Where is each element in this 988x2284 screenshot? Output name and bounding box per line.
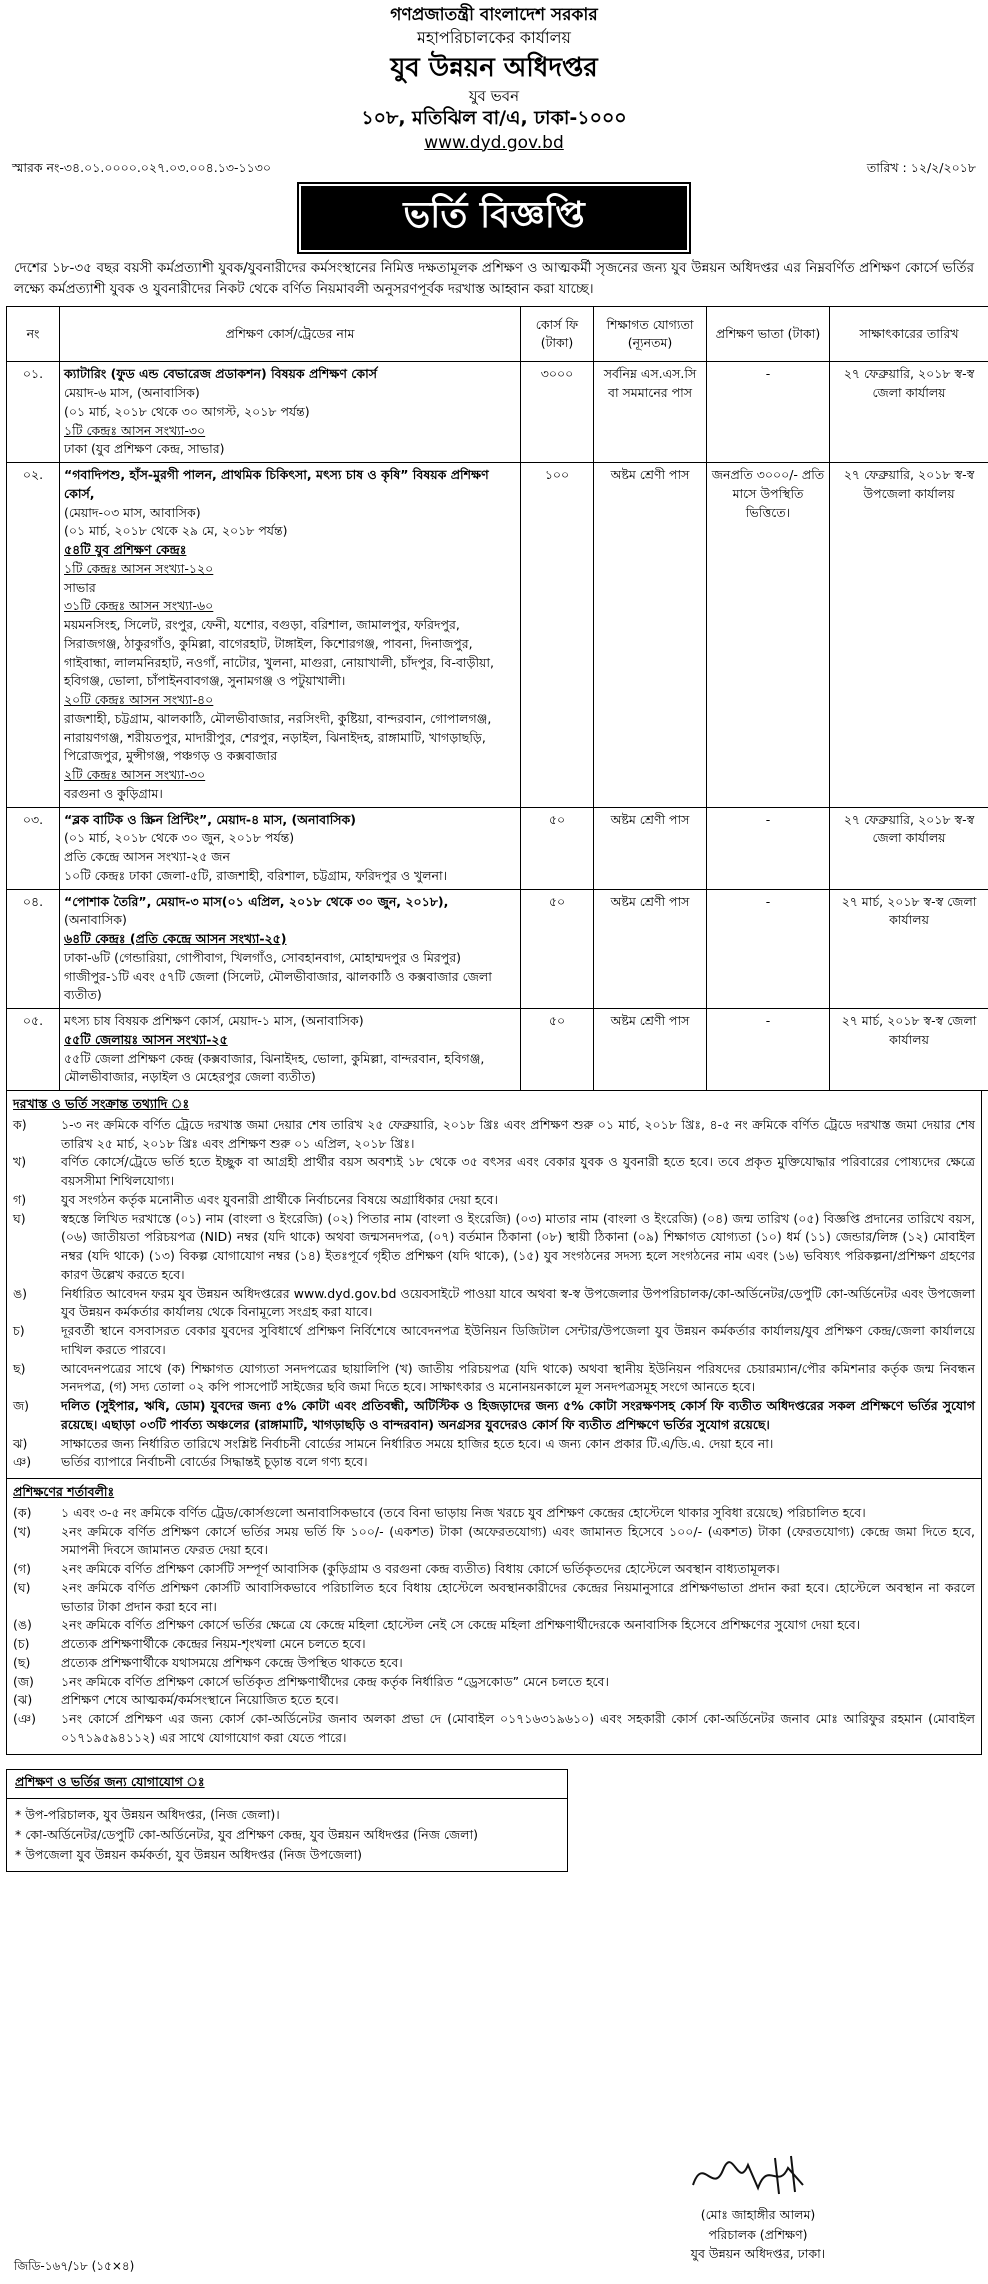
group-text: রাজশাহী, চট্টগ্রাম, ঝালকাঠি, মৌলভীবাজার, নরসিংদী, কুষ্টিয়া, বান্দরবান, গোপালগঞ্জ, নারায়ণগঞ্জ, শরীয়তপুর, মাদারীপুর, শেরপুর, নড়াইল, ঝিনাইদহ, রাঙ্গামাটি, খাগড়াছড়ি, পিরোজপুর, মুন্সীগঞ্জ, পঞ্চগড় ও কক্সবাজার [64, 710, 492, 764]
memo-line [12, 160, 976, 180]
item-key: গ) [13, 1191, 27, 1207]
memo-number: স্মারক নং-৩৪.০১.০০০০.০২৭.০৩.০০৪.১৩-১১৩০ [12, 160, 271, 176]
course-title: ক্যাটারিং (ফুড এন্ড বেভারেজ প্রডাকশন) বিষয়ক প্রশিক্ষণ কোর্স [64, 366, 378, 382]
row-edu: অষ্টম শ্রেণী পাস [594, 463, 707, 808]
list-item [13, 1616, 975, 1635]
item-key: (গ) [13, 1561, 31, 1577]
row-interview: ২৭ মার্চ, ২০১৮ স্ব-স্ব জেলা কার্যালয় [830, 1009, 988, 1091]
contact-title: প্রশিক্ষণ ও ভর্তির জন্য যোগাযোগ ঃ [7, 1770, 567, 1799]
group-text: বরগুনা ও কুড়িগ্রাম। [64, 785, 163, 801]
group-head: ২০টি কেন্দ্রঃ আসন সংখ্যা-৪০ [64, 692, 214, 708]
row-course [60, 807, 521, 889]
course-title: “গবাদিপশু, হাঁস-মুরগী পালন, প্রাথমিক চিকিৎসা, মৎস্য চাষ ও কৃষি” বিষয়ক প্রশিক্ষণ কোর্স, [64, 467, 489, 501]
department-name: যুব উন্নয়ন অধিদপ্তর [390, 52, 598, 83]
row-no: ০৫. [7, 1009, 60, 1091]
list-item [13, 1435, 975, 1454]
row-interview: ২৭ মার্চ, ২০১৮ স্ব-স্ব জেলা কার্যালয় [830, 889, 988, 1009]
course-line: ৫৫টি জেলা প্রশিক্ষণ কেন্দ্র (কক্সবাজার, ঝিনাইদহ, ভোলা, কুমিল্লা, বান্দরবান, হবিগঞ্জ, মৌলভীবাজার, নড়াইল ও মেহেরপুর জেলা ব্যতীত) [64, 1050, 485, 1085]
signer-office: যুব উন্নয়ন অধিদপ্তর, ঢাকা। [690, 2246, 826, 2262]
col-header-allowance: প্রশিক্ষণ ভাতা (টাকা) [707, 307, 830, 362]
row-interview: ২৭ ফেব্রুয়ারি, ২০১৮ স্ব-স্ব জেলা কার্যালয় [830, 362, 988, 463]
group-head: ১টি কেন্দ্রঃ আসন সংখ্যা-১২০ [64, 560, 214, 576]
item-text: ১নং ক্রমিকে বর্ণিত প্রশিক্ষণ কোর্সে ভর্তিকৃত প্রশিক্ষণার্থীদের কেন্দ্র কর্তৃক নির্ধারিত “ড্রেসকোড” মেনে চলতে হবে। [61, 1673, 609, 1689]
row-allowance: - [707, 1009, 830, 1091]
list-item [13, 1453, 975, 1472]
list-item [13, 1635, 975, 1654]
course-line: মেয়াদ-৬ মাস, (অনাবাসিক) [64, 385, 200, 401]
item-text: দূরবর্তী স্থানে বসবাসরত বেকার যুবদের সুবিধার্থে প্রশিক্ষণ নির্বিশেষে আবেদনপত্র ইউনিয়ন ডিজিটাল সেন্টার/উপজেলা যুব উন্নয়ন কর্মকর্তার কার্যালয়/যুব প্রশিক্ষণ কেন্দ্র/জেলা কার্যালয়ে দাখিল করতে পারবে। [61, 1323, 975, 1357]
course-line: (০১ মার্চ, ২০১৮ থেকে ২৯ মে, ২০১৮ পর্যন্ত) [64, 523, 288, 539]
row-course [60, 889, 521, 1009]
item-text: প্রত্যেক প্রশিক্ষণার্থীকে কেন্দ্রের নিয়ম-শৃংখলা মেনে চলতে হবে। [61, 1636, 366, 1652]
course-line: (০১ মার্চ, ২০১৮ থেকে ৩০ জুন, ২০১৮ পর্যন্ত) [64, 830, 295, 846]
row-edu: সর্বনিম্ন এস.এস.সি বা সমমানের পাস [594, 362, 707, 463]
course-subtitle: ৫৪টি যুব প্রশিক্ষণ কেন্দ্রঃ [64, 542, 187, 558]
list-item [13, 1691, 975, 1710]
course-line: (০১ মার্চ, ২০১৮ থেকে ৩০ আগস্ট, ২০১৮ পর্যন্ত) [64, 403, 310, 419]
row-allowance: - [707, 889, 830, 1009]
application-title: দরখাস্ত ও ভর্তি সংক্রান্ত তথ্যাদি ঃ [13, 1096, 190, 1112]
course-line: ঢাকা-৬টি (গেন্ডারিয়া, গোপীবাগ, খিলগাঁও, সোবহানবাগ, মোহাম্মদপুর ও মিরপুর) গাজীপুর-১টি এবং ৫৭টি জেলা (সিলেট, মৌলভীবাজার, ঝালকাঠি ও কক্সবাজার জেলা ব্যতীত) [64, 949, 492, 1003]
item-key: ঝ) [13, 1435, 28, 1451]
govt-name: গণপ্রজাতন্ত্রী বাংলাদেশ সরকার [390, 5, 598, 25]
notice-title: ভর্তি বিজ্ঞপ্তি [301, 186, 687, 250]
course-subtitle: ৫৫টি জেলায়ঃ আসন সংখ্যা-২৫ [64, 1031, 228, 1047]
list-item: * উপজেলা যুব উন্নয়ন কর্মকর্তা, যুব উন্নয়ন অধিদপ্তর (নিজ উপজেলা) [15, 1846, 362, 1862]
col-header-interview: সাক্ষাৎকারের তারিখ [830, 307, 988, 362]
list-item [13, 1322, 975, 1360]
application-section [6, 1091, 982, 1479]
item-key: (ঘ) [13, 1579, 31, 1595]
item-text: ১ এবং ৩-৫ নং ক্রমিকে বর্ণিত ট্রেড/কোর্সগুলো অনাবাসিকভাবে (তবে বিনা ভাড়ায় নিজ খরচে যুব প্রশিক্ষণ কেন্দ্রের হোস্টেলে থাকার সুবিধা রয়েছে) পরিচালিত হবে। [61, 1504, 866, 1520]
row-no: ০১. [7, 362, 60, 463]
row-no: ০৪. [7, 889, 60, 1009]
item-text: ২নং ক্রমিকে বর্ণিত প্রশিক্ষণ কোর্সটি আবাসিকভাবে পরিচালিত হবে বিধায় হোস্টেলে অবস্থানকারীদের কেন্দ্রের নিয়মানুসারে প্রশিক্ষণভাতা প্রদান করা হবে। হোস্টেলে অবস্থান না করলে ভাতার টাকা প্রদান করা হবে না। [61, 1579, 975, 1614]
item-key: (ছ) [13, 1654, 31, 1670]
row-allowance: জনপ্রতি ৩০০০/- প্রতি মাসে উপস্থিতি ভিত্তিতে। [707, 463, 830, 808]
item-key: খ) [13, 1154, 27, 1170]
office-name: মহাপরিচালকের কার্যালয় [417, 27, 571, 47]
signer-designation: পরিচালক (প্রশিক্ষণ) [708, 2226, 808, 2242]
item-text: প্রশিক্ষণ শেষে আত্মকর্ম/কর্মসংস্থানে নিয়োজিত হতে হবে। [61, 1692, 339, 1708]
course-line: ১টি কেন্দ্রঃ আসন সংখ্যা-৩০ [64, 422, 206, 438]
table-header-row [7, 307, 988, 362]
item-text: সাক্ষাতের জন্য নির্ধারিত তারিখে সংশ্লিষ্ট নির্বাচনী বোর্ডের সামনে নির্ধারিত সময়ে হাজির হতে হবে। এ জন্য কোন প্রকার টি.এ/ডি.এ. দেয়া হবে না। [61, 1435, 774, 1451]
item-key: চ) [13, 1323, 25, 1339]
list-item: * কো-অর্ডিনেটর/ডেপুটি কো-অর্ডিনেটর, যুব প্রশিক্ষণ কেন্দ্র, যুব উন্নয়ন অধিদপ্তর (নিজ জেলা) [15, 1826, 478, 1842]
list-item [13, 1579, 975, 1617]
list-item [13, 1397, 975, 1435]
address: ১০৮, মতিঝিল বা/এ, ঢাকা-১০০০ [361, 106, 627, 129]
contact-box [6, 1769, 568, 1872]
conditions-title: প্রশিক্ষণের শর্তাবলীঃ [13, 1484, 115, 1500]
list-item [13, 1710, 975, 1748]
item-key: (খ) [13, 1523, 31, 1539]
item-text: নির্ধারিত আবেদন ফরম যুব উন্নয়ন অধিদপ্তরের www.dyd.gov.bd ওয়েবসাইটে পাওয়া যাবে অথবা স্ব-স্ব উপজেলার উপপরিচালক/কো-অর্ডিনেটর/ডেপুটি কো-অর্ডিনেটর এবং উপজেলা যুব উন্নয়ন কর্মকর্তার কার্যালয় থেকে বিনামূল্যে সংগ্রহ করা যাবে। [61, 1285, 975, 1320]
list-item [13, 1560, 975, 1579]
col-header-fee: কোর্স ফি (টাকা) [521, 307, 594, 362]
list-item [13, 1191, 975, 1210]
footer-code: জিডি-১৬৭/১৮ (১৫×৪) [14, 2259, 135, 2273]
list-item [13, 1360, 975, 1398]
notice-page [6, 4, 982, 1872]
item-key: (চ) [13, 1636, 30, 1652]
row-interview: ২৭ ফেব্রুয়ারি, ২০১৮ স্ব-স্ব জেলা কার্যালয় [830, 807, 988, 889]
item-key: ক) [13, 1116, 27, 1132]
row-edu: অষ্টম শ্রেণী পাস [594, 1009, 707, 1091]
item-text: ১নং কোর্সে প্রশিক্ষণ এর জন্য কোর্স কো-অর্ডিনেটর জনাব অলকা প্রভা দে (মোবাইল ০১৭১৬৩১৯৬১০) এবং সহকারী কোর্স কো-অর্ডিনেটর জনাব মোঃ আরিফুর রহমান (মোবাইল ০১৭১৯৫৯৪১১২) এর সাথে যোগাযোগ করা যেতে পারে। [61, 1711, 975, 1745]
item-key: ঙ) [13, 1285, 28, 1301]
list-item [13, 1523, 975, 1561]
item-text: ২নং ক্রমিকে বর্ণিত প্রশিক্ষণ কোর্সে ভর্তির সময় ভর্তি ফি ১০০/- (একশত) টাকা (অফেরতযোগ্য) এবং জামানত হিসেবে ১০০/- (একশত) টাকা (ফেরতযোগ্য) কেন্দ্রে জমা দিতে হবে, সমাপনী দিবসে জামানত ফেরত দেয়া হবে। [61, 1523, 975, 1558]
list-item [13, 1285, 975, 1323]
list-item [13, 1153, 975, 1191]
website-link[interactable]: www.dyd.gov.bd [424, 132, 564, 153]
group-text: সাভার [64, 579, 96, 595]
row-fee: ৫০ [521, 889, 594, 1009]
list-item [13, 1210, 975, 1285]
row-edu: অষ্টম শ্রেণী পাস [594, 807, 707, 889]
course-title: “পোশাক তৈরি”, মেয়াদ-৩ মাস(০১ এপ্রিল, ২০১৮ থেকে ৩০ জুন, ২০১৮), [64, 893, 449, 909]
item-key: (ঙ) [13, 1617, 32, 1633]
item-key: জ) [13, 1398, 30, 1414]
row-fee: ১০০ [521, 463, 594, 808]
contact-list [7, 1799, 567, 1871]
row-fee: ৫০ [521, 1009, 594, 1091]
row-fee: ৩০০০ [521, 362, 594, 463]
item-key: (ঝ) [13, 1692, 33, 1708]
item-key: (ঞ) [13, 1711, 36, 1727]
list-item [13, 1673, 975, 1692]
course-line: ঢাকা (যুব প্রশিক্ষণ কেন্দ্র, সাভার) [64, 441, 225, 457]
col-header-no: নং [7, 307, 60, 362]
item-text: ২নং ক্রমিকে বর্ণিত প্রশিক্ষণ কোর্সে ভর্তির ক্ষেত্রে যে কেন্দ্রে মহিলা হোস্টেল নেই সে কেন্দ্রে মহিলা প্রশিক্ষণার্থীদেরকে অনাবাসিক হিসেবে প্রশিক্ষণের সুযোগ দেয়া হবে। [61, 1617, 861, 1633]
row-fee: ৫০ [521, 807, 594, 889]
row-course [60, 1009, 521, 1091]
row-interview: ২৭ ফেব্রুয়ারি, ২০১৮ স্ব-স্ব উপজেলা কার্যালয় [830, 463, 988, 808]
row-no: ০২. [7, 463, 60, 808]
notice-date: তারিখ : ১২/২/২০১৮ [866, 160, 976, 176]
table-row [7, 463, 988, 808]
item-text: স্বহস্তে লিখিত দরখাস্তে (০১) নাম (বাংলা ও ইংরেজি) (০২) পিতার নাম (বাংলা ও ইংরেজি) (০৩) মাতার নাম (বাংলা ও ইংরেজি) (০৪) জন্ম তারিখ (০৫) বিজ্ঞপ্তি প্রদানের তারিখে বয়স, (০৬) জাতীয়তা পরিচয়পত্র (NID) নম্বর (যদি থাকে) অথবা জন্মসনদপত্র, (০৭) বর্তমান ঠিকানা (০৮) স্থায়ী ঠিকানা (০৯) শিক্ষাগত যোগ্যতা (১০) ধর্ম (১১) জেন্ডার/লিঙ্গ (১২) মোবাইল নম্বর (যদি থাকে) (১৩) বিকল্প যোগাযোগ নম্বর (১৪) ইতঃপূর্বে গৃহীত প্রশিক্ষণ (যদি থাকে), (১৫) যুব সংগঠনের সদস্য হলে সংগঠনের নাম এবং (১৬) ভবিষ্যৎ পরিকল্পনা/প্রশিক্ষণ গ্রহণের কারণ উল্লেখ করতে হবে। [61, 1210, 975, 1282]
group-head: ২টি কেন্দ্রঃ আসন সংখ্যা-৩০ [64, 767, 206, 783]
course-line: প্রতি কেন্দ্রে আসন সংখ্যা-২৫ জন [64, 849, 230, 865]
signature-block [648, 2150, 868, 2264]
table-row [7, 1009, 988, 1091]
building-name: যুব ভবন [468, 86, 520, 105]
course-line: (অনাবাসিক) [64, 912, 127, 928]
item-key: ছ) [13, 1360, 26, 1376]
row-allowance: - [707, 807, 830, 889]
course-table [6, 306, 988, 1091]
item-text: প্রত্যেক প্রশিক্ষণার্থীকে যথাসময়ে প্রশিক্ষণ কেন্দ্রে উপস্থিত থাকতে হবে। [61, 1654, 403, 1670]
conditions-section [6, 1479, 982, 1755]
signature-mark-icon [683, 2150, 833, 2200]
col-header-edu: শিক্ষাগত যোগ্যতা (ন্যূনতম) [594, 307, 707, 362]
intro-paragraph: দেশের ১৮-৩৫ বছর বয়সী কর্মপ্রত্যাশী যুবক/যুবনারীদের কর্মসংস্থানের নিমিত্ত দক্ষতামূলক প্রশিক্ষণ ও আত্মকর্মী সৃজনের জন্য যুব উন্নয়ন অধিদপ্তর এর নিম্নবর্ণিত প্রশিক্ষণ কোর্সে ভর্তির লক্ষ্যে কর্মপ্রত্যাশী যুবক ও যুবনারীদের নিকট থেকে বর্ণিত নিয়মাবলী অনুসরণপূর্বক দরখাস্ত আহ্বান করা যাচ্ছে। [14, 260, 974, 298]
list-item [13, 1116, 975, 1154]
row-no: ০৩. [7, 807, 60, 889]
course-line: (মেয়াদ-০৩ মাস, আবাসিক) [64, 504, 201, 520]
item-text: আবেদনপত্রের সাথে (ক) শিক্ষাগত যোগ্যতা সনদপত্রের ছায়ালিপি (খ) জাতীয় পরিচয়পত্র (যদি থাকে) অথবা স্থানীয় ইউনিয়ন পরিষদের চেয়ারম্যান/পৌর কমিশনার কর্তৃক জন্ম নিবন্ধন সনদপত্র, (গ) সদ্য তোলা ০২ কপি পাসপোর্ট সাইজের ছবি জমা দিতে হবে। সাক্ষাৎকার ও মনোনয়নকালে মূল সনদপত্রসমূহ সংগে আনতে হবে। [61, 1360, 975, 1395]
group-head: ৩১টি কেন্দ্রঃ আসন সংখ্যা-৬০ [64, 598, 214, 614]
item-text: ১-৩ নং ক্রমিকে বর্ণিত ট্রেডে দরখাস্ত জমা দেয়ার শেষ তারিখ ২৫ ফেব্রুয়ারি, ২০১৮ খ্রিঃ এবং প্রশিক্ষণ শুরু ০১ মার্চ, ২০১৮ খ্রিঃ, ৪-৫ নং ক্রমিকে বর্ণিত ট্রেডে দরখাস্ত জমা দেয়ার শেষ তারিখ ২৫ মার্চ, ২০১৮ খ্রিঃ এবং প্রশিক্ষণ শুরু ০১ এপ্রিল, ২০১৮ খ্রিঃ। [61, 1116, 975, 1151]
letterhead [6, 4, 982, 154]
item-text: ২নং ক্রমিকে বর্ণিত প্রশিক্ষণ কোর্সটি সম্পূর্ণ আবাসিক (কুড়িগ্রাম ও বরগুনা কেন্দ্র ব্যতীত) বিধায় কোর্সে ভর্তিকৃতদের হোস্টেলে অবস্থান বাধ্যতামূলক। [61, 1561, 780, 1577]
table-row [7, 889, 988, 1009]
course-title: মৎস্য চাষ বিষয়ক প্রশিক্ষণ কোর্স, মেয়াদ-১ মাস, (অনাবাসিক) [64, 1013, 364, 1029]
signer-name: (মোঃ জাহাঙ্গীর আলম) [700, 2207, 816, 2223]
table-row [7, 807, 988, 889]
col-header-name: প্রশিক্ষণ কোর্স/ট্রেডের নাম [60, 307, 521, 362]
course-line: ১০টি কেন্দ্রঃ ঢাকা জেলা-৫টি, রাজশাহী, বরিশাল, চট্টগ্রাম, ফরিদপুর ও খুলনা। [64, 867, 448, 883]
item-text: বর্ণিত কোর্সে/ট্রেডে ভর্তি হতে ইচ্ছুক বা আগ্রহী প্রার্থীর বয়স অবশ্যই ১৮ থেকে ৩৫ বৎসর এবং বেকার যুবক ও যুবনারী হতে হবে। তবে প্রকৃত মুক্তিযোদ্ধার পরিবারের পোষ্যদের ক্ষেত্রে বয়সসীমা শিথিলযোগ্য। [61, 1154, 975, 1189]
group-text: ময়মনসিংহ, সিলেট, রংপুর, ফেনী, যশোর, বগুড়া, বরিশাল, জামালপুর, ফরিদপুর, সিরাজগঞ্জ, ঠাকুরগাঁও, কুমিল্লা, বাগেরহাট, টাঙ্গাইল, কিশোরগঞ্জ, পাবনা, দিনাজপুর, গাইবান্ধা, লালমনিরহাট, নওগাঁ, নাটোর, খুলনা, মাগুরা, নোয়াখালী, চাঁদপুর, বি-বাড়ীয়া, হবিগঞ্জ, ভোলা, চাঁপাইনবাবগঞ্জ, সুনামগঞ্জ ও পটুয়াখালী। [64, 617, 495, 689]
item-text: যুব সংগঠন কর্তৃক মনোনীত এবং যুবনারী প্রার্থীকে নির্বাচনের বিষয়ে অগ্রাধিকার দেয়া হবে। [61, 1191, 498, 1207]
item-key: (ক) [13, 1504, 32, 1520]
row-edu: অষ্টম শ্রেণী পাস [594, 889, 707, 1009]
row-course [60, 463, 521, 808]
item-key: ঘ) [13, 1210, 26, 1226]
item-text: ভর্তির ব্যাপারে নির্বাচনী বোর্ডের সিদ্ধান্তই চূড়ান্ত বলে গণ্য হবে। [61, 1454, 368, 1470]
course-title: “ব্লক বাটিক ও স্ক্রিন প্রিন্টিং”, মেয়াদ-৪ মাস, (অনাবাসিক) [64, 811, 356, 827]
item-key: ঞ) [13, 1454, 32, 1470]
list-item: * উপ-পরিচালক, যুব উন্নয়ন অধিদপ্তর, (নিজ জেলা)। [15, 1806, 280, 1822]
item-text: দলিত (সুইপার, ঋষি, ডোম) যুবদের জন্য ৫% কোটা এবং প্রতিবন্ধী, অটিস্টিক ও হিজড়াদের জন্য ৫% কোটা সংরক্ষণসহ কোর্স ফি ব্যতীত অধিদপ্তরের সকল প্রশিক্ষণে ভর্তির সুযোগ রয়েছে। এছাড়া ০৩টি পার্বত্য অঞ্চলের (রাঙ্গামাটি, খাগড়াছড়ি ও বান্দরবান) অনগ্রসর যুবদেরও কোর্স ফি ব্যতীত প্রশিক্ষণে ভর্তির সুযোগ রয়েছে। [61, 1398, 975, 1432]
table-row [7, 362, 988, 463]
item-key: (জ) [13, 1673, 34, 1689]
list-item [13, 1654, 975, 1673]
course-subtitle: ৬৪টি কেন্দ্রঃ (প্রতি কেন্দ্রে আসন সংখ্যা-২৫) [64, 931, 287, 947]
row-allowance: - [707, 362, 830, 463]
row-course [60, 362, 521, 463]
list-item [13, 1504, 975, 1523]
